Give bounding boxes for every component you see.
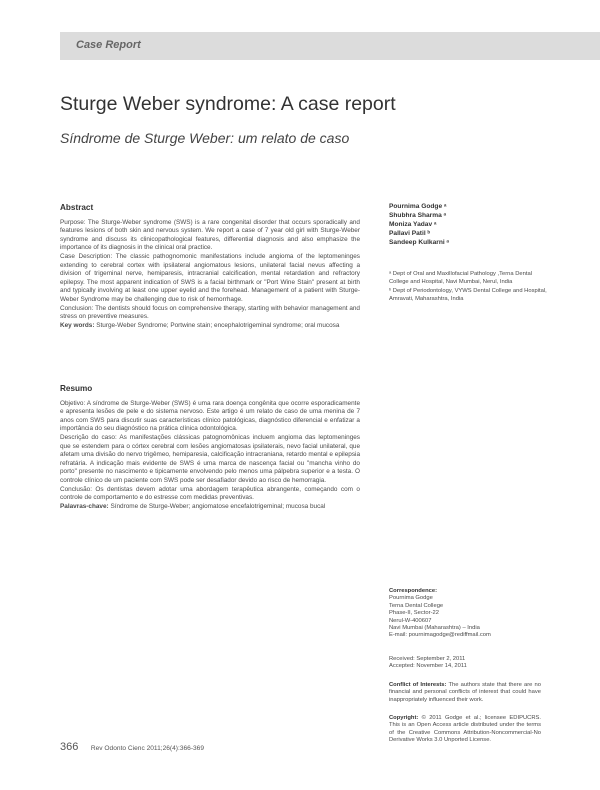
correspondence-line: Navi Mumbai (Maharashtra) – India [389,625,480,632]
palavras-chave-text: Síndrome de Sturge-Weber; angiomatose encefalotrigeminal; mucosa bucal [108,502,326,510]
correspondence-label: Correspondence: [389,588,437,594]
author-list [389,202,449,247]
correspondence-line: Terna Dental College [389,602,444,609]
journal-citation: Rev Odonto Cienc 2011;26(4):366-369 [90,745,205,752]
conflict-of-interest [389,682,541,704]
abstract-keywords [60,322,360,331]
copyright-text: © 2011 Godge et al.; licensee EDIPUCRS. This is an Open Access article distributed under the terms of the Creative Commons Attribution-Noncommercial-No Derivative Works 3.0 Unported License. [389,715,541,744]
conflict-text: The authors state that there are no financial and personal conflicts of interest that could have inappropriately influenced their work. [389,682,541,703]
affiliations [389,270,549,304]
correspondence-line: Nerul-W-400607 [389,617,432,624]
correspondence-email: E-mail: pournimagodge@rediffmail.com [389,632,491,639]
author-name: Moniza Yadav ᵃ [389,221,437,228]
resumo-conclusao: Conclusão: Os dentistas devem adotar uma abordagem terapêutica abrangente, começando com o controle de comportamento e do estresse com medidas preventivas. [60,485,360,502]
correspondence-line: Pournima Godge [389,595,433,602]
author-name: Pournima Godge ᵃ [389,203,447,210]
author-name: Pallavi Patil ᵇ [389,230,431,237]
resumo-descricao: Descrição do caso: As manifestações clássicas patognomônicas incluem angioma das leptomeninges que se estendem para o córtex cerebral com lesões angiomatosas ipsilaterais, nevo facial unilateral, que afetam uma divisão do nervo trigêmeo, hemiparesia, calcificação intracraniana, retardo mental e epilepsia refratária. A indicação mais evidente de SWS é uma marca de nascença facial ou "mancha vinho do porto" presente no nascimento e tipicamente envolvendo pelo menos uma pálpebra superior e a testa. O controle clínico de um paciente com SWS pode ser desafiador devido ao risco de hemorragia. [60,433,360,484]
resumo-section [60,385,360,511]
author-name: Shubhra Sharma ᵃ [389,212,447,219]
page-footer [60,741,204,753]
abstract-section [60,204,360,330]
keywords-label: Key words: [60,321,95,329]
keywords-text: Sturge-Weber Syndrome; Portwine stain; encephalotrigeminal syndrome; oral mucosa [94,321,340,329]
affiliation: ᵃ Dept of Oral and Maxillofacial Pathology ,Terna Dental College and Hospital, Navi Mumbai, Nerul, India [389,271,532,285]
conflict-label: Conflict of Interests: [389,682,447,688]
abstract-heading: Abstract [60,203,94,212]
resumo-keywords [60,503,360,512]
resumo-heading: Resumo [60,384,93,393]
section-header-band [60,32,600,60]
page-number: 366 [60,741,79,753]
author-name: Sandeep Kulkarni ᵃ [389,239,450,246]
abstract-purpose: Purpose: The Sturge-Weber syndrome (SWS) is a rare congenital disorder that occurs sporadically and features lesions of both skin and nervous system. We report a case of 7 year old girl with Sturge-Weber syndrome and discuss its clinicopathological features, differential diagnosis and also emphasize the importance of its diagnosis in the clinical oral practice. [60,218,360,252]
section-label: Case Report [76,39,141,51]
copyright-label: Copyright: [389,715,419,721]
abstract-conclusion: Conclusion: The dentists should focus on comprehensive therapy, starting with behavior management and stress on preventive measures. [60,304,360,321]
article-title: Sturge Weber syndrome: A case report [60,93,396,115]
correspondence-block [389,588,491,640]
abstract-case-description: Case Description: The classic pathognomonic manifestations include angioma of the leptomeninges extending to cerebral cortex with ipsilateral angiomatous lesions, unilateral facial nevus affecting a division of trigeminal nerve, hemiparesis, intracranial calcification, mental retardation and refractory epilepsy. The most apparent indication of SWS is a facial birthmark or "Port Wine Stain" present at birth and typically involving at least one upper eyelid and the forehead. Management of a patient with Sturge-Weber Syndrome may be challenging due to risk of hemorrhage. [60,252,360,303]
affiliation: ᵇ Dept of Periodontology, VYWS Dental College and Hospital, Amravati, Maharashtra, India [389,288,547,302]
dates-block [389,656,467,671]
received-date: Received: September 2, 2011 [389,656,466,662]
copyright-block [389,715,541,745]
correspondence-line: Phase-II, Sector-22 [389,610,439,617]
accepted-date: Accepted: November 14, 2011 [389,663,467,670]
article-subtitle: Síndrome de Sturge Weber: um relato de caso [60,130,350,146]
palavras-chave-label: Palavras-chave: [60,502,109,510]
resumo-objetivo: Objetivo: A síndrome de Sturge-Weber (SWS) é uma rara doença congênita que ocorre esporadicamente e apresenta lesões de pele e do sistema nervoso. Este artigo é um relato de caso de uma menina de 7 anos com SWS para discutir suas características clínico patológicas, diagnóstico diferencial e enfatizar a importância do seu diagnóstico na prática clínica odontológica. [60,399,360,433]
